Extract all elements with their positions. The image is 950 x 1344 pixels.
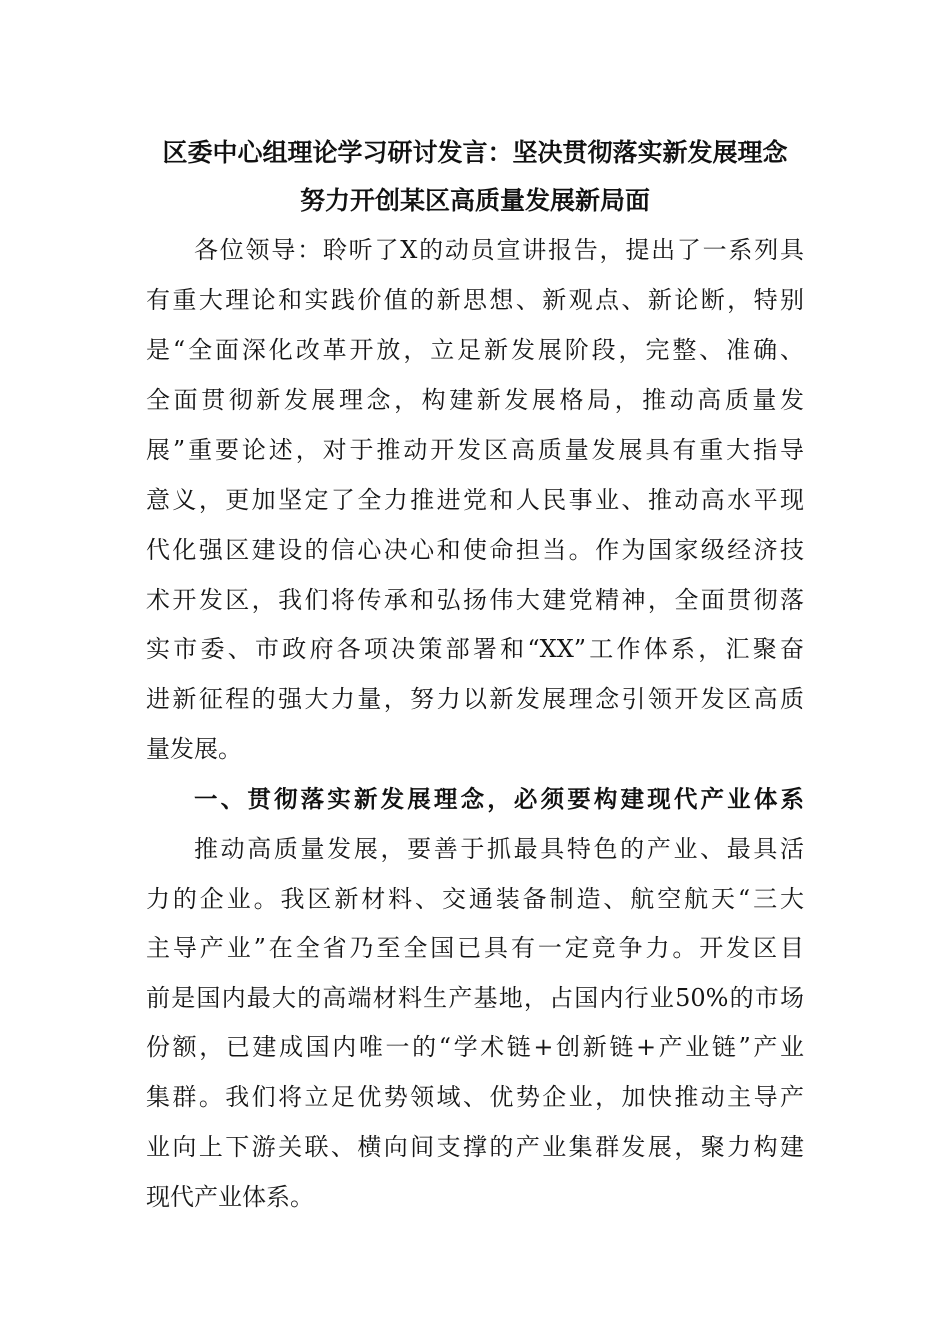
paragraph-2-line: 主导产业”在全省乃至全国已具有一定竞争力。开发区目 [146, 934, 804, 962]
paragraph-1-line: 量发展。 [146, 735, 242, 763]
paragraph-1-line: 全面贯彻新发展理念，构建新发展格局，推动高质量发 [146, 386, 804, 414]
paragraph-1-line: 展”重要论述，对于推动开发区高质量发展具有重大指导 [146, 436, 804, 464]
paragraph-2-line: 推动高质量发展，要善于抓最具特色的产业、最具活 [194, 835, 804, 863]
paragraph-1-line: 进新征程的强大力量，努力以新发展理念引领开发区高质 [146, 685, 804, 713]
document-title-line-1: 区委中心组理论学习研讨发言：坚决贯彻落实新发展理念 [162, 138, 788, 167]
paragraph-2-line: 现代产业体系。 [146, 1183, 314, 1211]
document-title-line-2: 努力开创某区高质量发展新局面 [299, 186, 650, 215]
paragraph-1-line: 是“全面深化改革开放，立足新发展阶段，完整、准确、 [146, 336, 804, 364]
paragraph-1-line: 各位领导：聆听了X的动员宣讲报告，提出了一系列具 [194, 236, 804, 264]
paragraph-1-line: 实市委、市政府各项决策部署和“XX”工作体系，汇聚奋 [146, 635, 804, 663]
section-1-heading: 一、贯彻落实新发展理念，必须要构建现代产业体系 [194, 785, 804, 813]
paragraph-1-line: 意义，更加坚定了全力推进党和人民事业、推动高水平现 [146, 486, 804, 514]
paragraph-2-line: 力的企业。我区新材料、交通装备制造、航空航天“三大 [146, 885, 804, 913]
paragraph-2-line: 集群。我们将立足优势领域、优势企业，加快推动主导产 [146, 1083, 804, 1111]
paragraph-1-line: 有重大理论和实践价值的新思想、新观点、新论断，特别 [146, 286, 804, 314]
paragraph-1-line: 代化强区建设的信心决心和使命担当。作为国家级经济技 [146, 536, 804, 564]
paragraph-2-line: 业向上下游关联、横向间支撑的产业集群发展，聚力构建 [146, 1133, 804, 1161]
paragraph-2-line: 前是国内最大的高端材料生产基地，占国内行业50%的市场 [146, 984, 804, 1012]
paragraph-2-line: 份额，已建成国内唯一的“学术链+创新链+产业链”产业 [146, 1033, 804, 1061]
paragraph-1-line: 术开发区，我们将传承和弘扬伟大建党精神，全面贯彻落 [146, 586, 804, 614]
